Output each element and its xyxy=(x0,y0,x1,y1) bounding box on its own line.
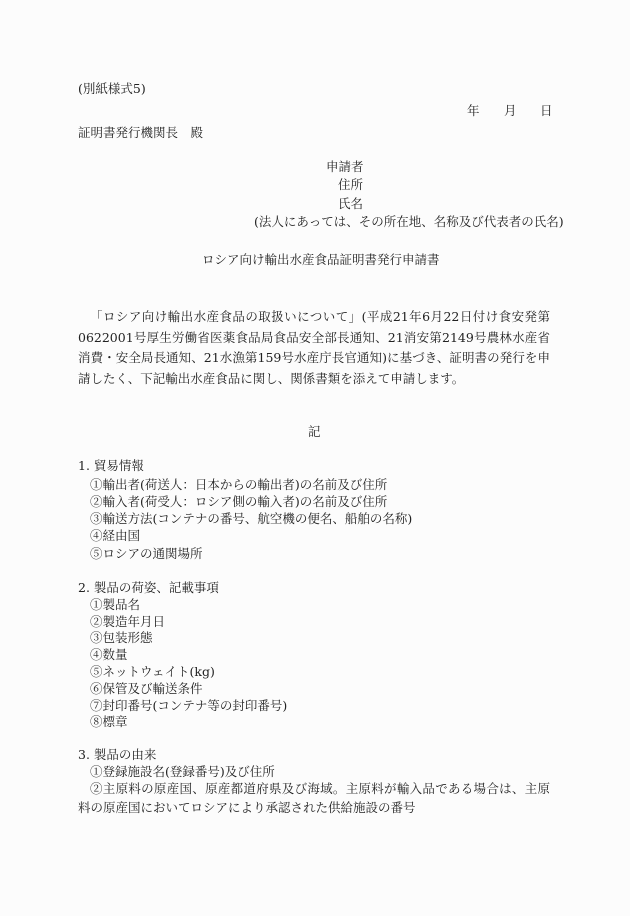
date-month: 月 xyxy=(504,103,517,118)
list-item: ①製品名 xyxy=(90,597,141,612)
list-item: ②主原料の原産国、原産都道府県及び海域。主原料が輸入品である場合は、主原料の原産国においてロシアにより承認された供給施設の番号 xyxy=(78,781,550,815)
section-heading: 3. 製品の由来 xyxy=(78,747,157,762)
applicant-address-label: 住所 xyxy=(338,177,364,192)
ki-marker: 記 xyxy=(308,424,321,439)
applicant-name-label: 氏名 xyxy=(338,196,364,211)
applicant-note: (法人にあっては、その所在地、名称及び代表者の氏名) xyxy=(254,214,564,229)
list-item: ⑧標章 xyxy=(90,714,128,729)
list-item: ④経由国 xyxy=(90,528,141,543)
list-item: ②製造年月日 xyxy=(90,614,166,629)
document-title: ロシア向け輸出水産食品証明書発行申請書 xyxy=(202,252,440,267)
list-item: ⑤ロシアの通関場所 xyxy=(90,546,203,561)
addressee: 証明書発行機関長 殿 xyxy=(78,125,204,140)
list-item: ③包装形態 xyxy=(90,630,153,645)
section-heading: 1. 貿易情報 xyxy=(78,458,144,473)
body-paragraph: 「ロシア向け輸出水産食品の取扱いについて」(平成21年6月22日付け食安発第0622001号厚生労働省医薬食品局食品安全部長通知、21消安第2149号農林水産省消費・安全局長通知、21水漁第159号水産庁長官通知)に基づき、証明書の発行を申請したく、下記輸出水産食品に関し、関係書類を添えて申請します。 xyxy=(78,309,550,386)
list-item: ④数量 xyxy=(90,647,128,662)
list-item: ①登録施設名(登録番号)及び住所 xyxy=(90,764,275,779)
section-heading: 2. 製品の荷姿、記載事項 xyxy=(78,580,219,595)
list-item: ⑥保管及び輸送条件 xyxy=(90,681,203,696)
date-day: 日 xyxy=(540,103,553,118)
list-item: ③輸送方法(コンテナの番号、航空機の便名、船舶の名称) xyxy=(90,511,413,526)
list-item: ⑦封印番号(コンテナ等の封印番号) xyxy=(90,698,288,713)
form-number: (別紙様式5) xyxy=(78,81,146,96)
date-year: 年 xyxy=(467,103,480,118)
list-item: ⑤ネットウェイト(kg) xyxy=(90,664,215,679)
list-item: ①輸出者(荷送人：日本からの輸出者)の名前及び住所 xyxy=(90,477,388,492)
list-item: ②輸入者(荷受人：ロシア側の輸入者)の名前及び住所 xyxy=(90,494,388,509)
applicant-label: 申請者 xyxy=(326,159,364,174)
